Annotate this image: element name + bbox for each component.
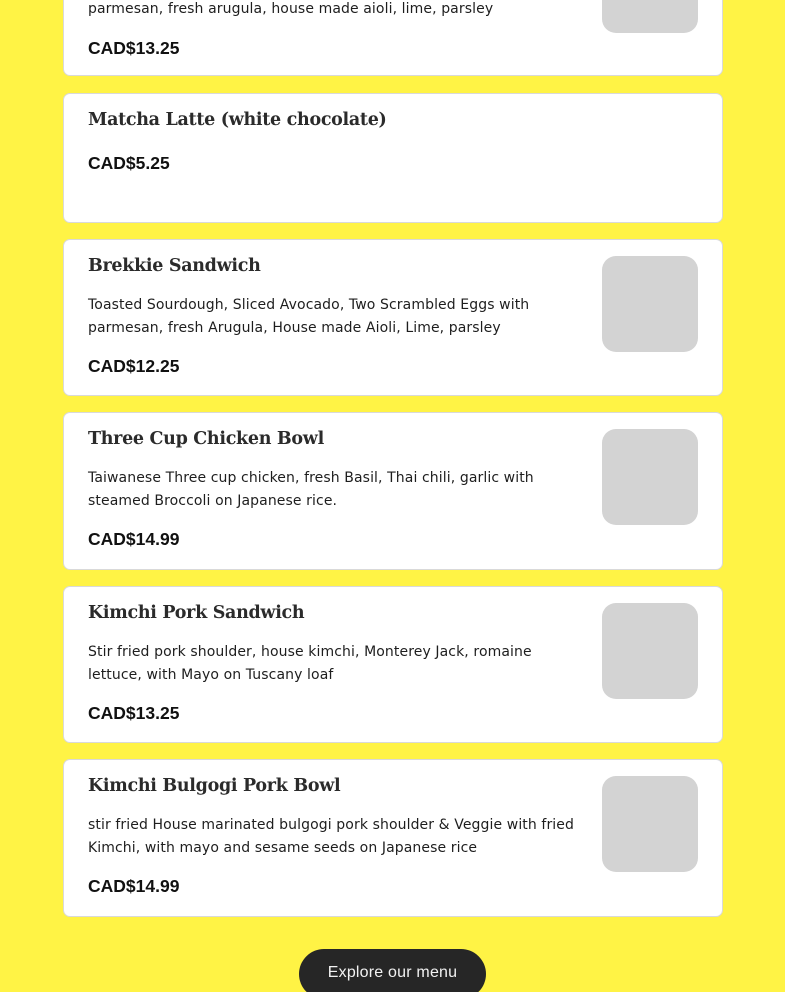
menu-item-price: CAD$5.25 [88, 153, 170, 173]
menu-item-thumbnail [602, 0, 698, 33]
menu-item-thumbnail [602, 776, 698, 872]
menu-item-card[interactable] [63, 93, 723, 223]
explore-menu-button[interactable]: Explore our menu [299, 949, 486, 992]
menu-item-thumbnail [602, 603, 698, 699]
menu-item-description: stir fried House marinated bulgogi pork shoulder & Veggie with fried Kimchi, with mayo and sesame seeds on Japanese rice [88, 817, 574, 856]
menu-item-card[interactable] [63, 759, 723, 917]
menu-item-description: Taiwanese Three cup chicken, fresh Basil, Thai chili, garlic with steamed Broccoli on Japanese rice. [88, 470, 534, 509]
menu-item-price: CAD$13.25 [88, 703, 180, 723]
menu-item-description: Toasted Sourdough, Sliced Avocado, Two Scrambled Eggs with parmesan, fresh Arugula, House made Aioli, Lime, parsley [88, 297, 530, 336]
menu-item-card[interactable] [63, 412, 723, 570]
menu-item-card[interactable] [63, 586, 723, 743]
menu-item-description: Stir fried pork shoulder, house kimchi, Monterey Jack, romaine lettuce, with Mayo on Tuscany loaf [88, 644, 532, 683]
menu-item-price: CAD$12.25 [88, 356, 180, 376]
menu-item-title: Kimchi Pork Sandwich [88, 603, 305, 623]
menu-item-card[interactable] [63, 239, 723, 396]
menu-item-title: Matcha Latte (white chocolate) [88, 110, 387, 130]
menu-item-thumbnail [602, 429, 698, 525]
menu-item-price: CAD$14.99 [88, 529, 180, 549]
menu-item-thumbnail [602, 256, 698, 352]
menu-item-price: CAD$13.25 [88, 38, 180, 58]
menu-item-price: CAD$14.99 [88, 876, 180, 896]
menu-item-title: Brekkie Sandwich [88, 256, 261, 276]
menu-item-card[interactable] [63, 0, 723, 76]
menu-item-title: Three Cup Chicken Bowl [88, 429, 324, 449]
menu-item-description: parmesan, fresh arugula, house made aioli, lime, parsley [88, 1, 494, 17]
menu-item-title: Kimchi Bulgogi Pork Bowl [88, 776, 341, 796]
